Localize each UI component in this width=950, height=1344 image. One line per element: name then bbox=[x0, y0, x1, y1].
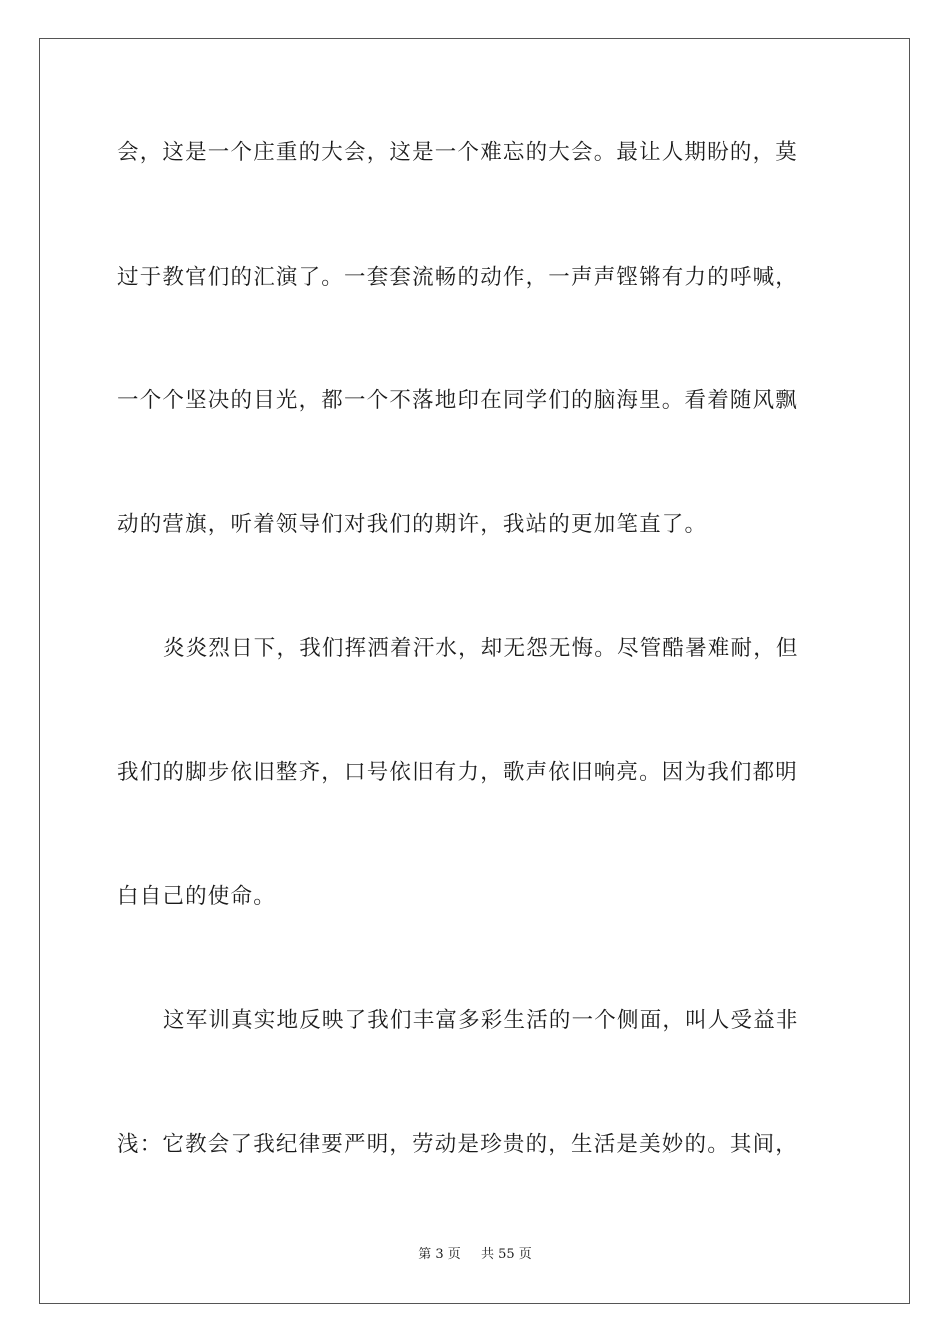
page-footer bbox=[0, 1246, 950, 1264]
text-line: 浅：它教会了我纪律要严明，劳动是珍贵的，生活是美妙的。其间， bbox=[117, 1132, 799, 1157]
page-total: 共 55 页 bbox=[480, 1247, 532, 1262]
page-number: 第 3 页 bbox=[418, 1247, 461, 1262]
page-border bbox=[39, 38, 910, 1304]
text-line: 过于教官们的汇演了。一套套流畅的动作，一声声铿锵有力的呼喊， bbox=[117, 265, 799, 290]
text-line: 一个个坚决的目光，都一个不落地印在同学们的脑海里。看着随风飘 bbox=[117, 388, 799, 413]
text-line: 我们的脚步依旧整齐，口号依旧有力，歌声依旧响亮。因为我们都明 bbox=[117, 760, 799, 785]
paragraph-first-line: 炎炎烈日下，我们挥洒着汗水，却无怨无悔。尽管酷暑难耐，但 bbox=[163, 636, 799, 661]
text-line: 会，这是一个庄重的大会，这是一个难忘的大会。最让人期盼的，莫 bbox=[117, 140, 799, 165]
text-line: 动的营旗，听着领导们对我们的期许，我站的更加笔直了。 bbox=[117, 512, 708, 537]
text-line: 白自己的使命。 bbox=[117, 884, 276, 909]
paragraph-first-line: 这军训真实地反映了我们丰富多彩生活的一个侧面，叫人受益非 bbox=[163, 1008, 799, 1033]
